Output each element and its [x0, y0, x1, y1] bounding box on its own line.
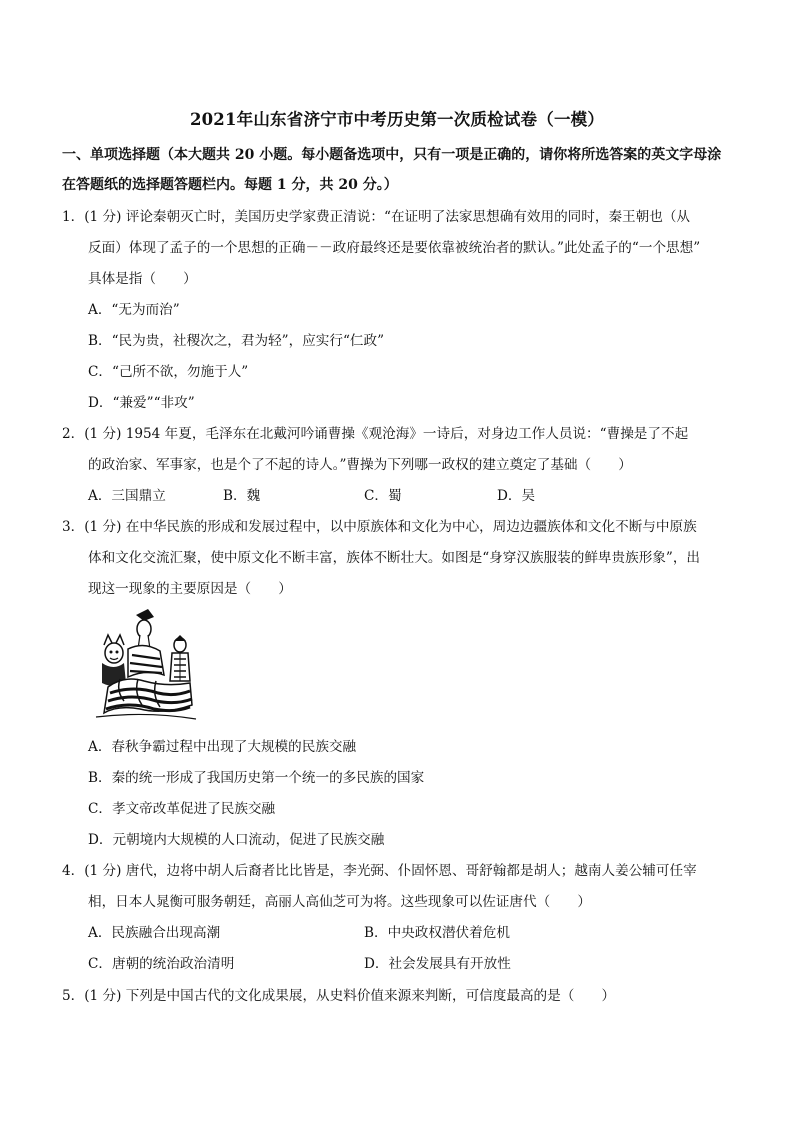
question-1-option-c: C．“己所不欲，勿施于人”	[88, 364, 249, 380]
question-2-stem-line-1: 2．(1 分) 1954 年夏，毛泽东在北戴河吟诵曹操《观沧海》一诗后，对身边工作人员说：“曹操是了不起	[62, 426, 689, 442]
question-1-stem-line-3: 具体是指（ ）	[88, 271, 197, 287]
question-3-option-a: A．春秋争霸过程中出现了大规模的民族交融	[88, 739, 357, 755]
question-4-stem-line-2: 相，日本人晁衡可服务朝廷，高丽人高仙芝可为将。这些现象可以佐证唐代（ ）	[88, 894, 591, 910]
section-heading-line-2: 在答题纸的选择题答题栏内。每题 1 分，共 20 分。）	[62, 177, 398, 193]
question-3-option-c: C．孝文帝改革促进了民族交融	[88, 801, 276, 817]
page-title: 2021年山东省济宁市中考历史第一次质检试卷（一模）	[189, 110, 605, 129]
question-1-option-b: B．“民为贵，社稷次之，君为轻”，应实行“仁政”	[88, 333, 385, 349]
question-5-stem-line-1: 5．(1 分) 下列是中国古代的文化成果展，从史料价值来源来判断，可信度最高的是（ ）	[62, 988, 616, 1004]
question-1-option-d: D．“兼爱”“非攻”	[88, 395, 195, 411]
question-2-option-b: B．魏	[223, 488, 261, 504]
question-1-stem-line-1: 1．(1 分) 评论秦朝灭亡时，美国历史学家费正清说：“在证明了法家思想确有效用的同时，秦王朝也（从	[62, 209, 691, 225]
question-4-option-b: B．中央政权潜伏着危机	[364, 925, 510, 941]
question-4-option-a: A．民族融合出现高潮	[88, 925, 221, 941]
question-1-stem-line-2: 反面）体现了孟子的一个思想的正确－－政府最终还是要依靠被统治者的默认。”此处孟子的“一个思想”	[88, 240, 701, 256]
question-4-option-d: D．社会发展具有开放性	[364, 956, 511, 972]
question-3-option-b: B．秦的统一形成了我国历史第一个统一的多民族的国家	[88, 770, 425, 786]
section-heading	[62, 140, 742, 200]
xianbei-noble-illustration	[94, 605, 198, 723]
question-2-option-c: C．蜀	[364, 488, 402, 504]
question-3-stem-line-1: 3．(1 分) 在中华民族的形成和发展过程中，以中原族体和文化为中心，周边边疆族体和文化不断与中原族	[62, 519, 697, 535]
question-4-stem-line-1: 4．(1 分) 唐代，边将中胡人后裔者比比皆是，李光弼、仆固怀恩、哥舒翰都是胡人；越南人姜公辅可任宰	[62, 863, 697, 879]
question-3-stem-line-2: 体和文化交流汇聚，使中原文化不断丰富，族体不断壮大。如图是“身穿汉族服装的鲜卑贵族形象”，出	[88, 550, 701, 566]
question-2-stem-line-2: 的政治家、军事家，也是个了不起的诗人。”曹操为下列哪一政权的建立奠定了基础（ ）	[88, 457, 632, 473]
section-heading-line-1: 一、单项选择题（本大题共 20 小题。每小题备选项中，只有一项是正确的，请你将所选答案的英文字母涂	[62, 147, 722, 163]
question-2-option-d: D．吴	[497, 488, 536, 504]
question-2-option-a: A．三国鼎立	[88, 488, 166, 504]
question-4-option-c: C．唐朝的统治政治清明	[88, 956, 235, 972]
question-1-option-a: A．“无为而治”	[88, 302, 180, 318]
question-3-stem-line-3: 现这一现象的主要原因是（ ）	[88, 581, 292, 597]
question-3-option-d: D．元朝境内大规模的人口流动，促进了民族交融	[88, 832, 385, 848]
